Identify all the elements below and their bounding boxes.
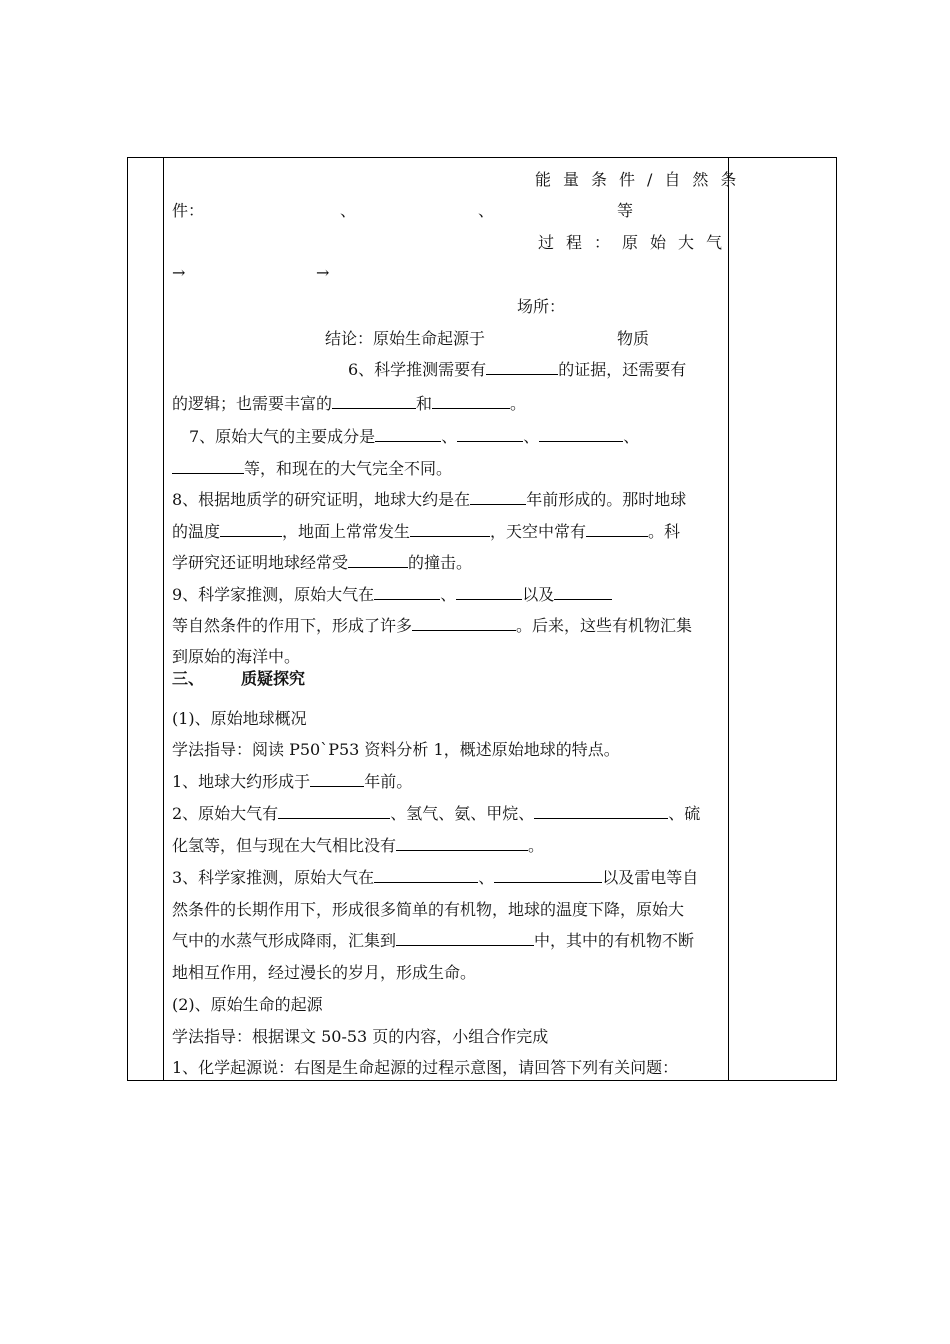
- blank: [494, 868, 602, 883]
- text: 物质: [617, 329, 650, 348]
- section-number: 三、: [172, 669, 205, 688]
- question-chemical-origin: 1、化学起源说：右图是生命起源的过程示意图，请回答下列有关问题：: [172, 1058, 679, 1077]
- subsection-title: (2)、原始生命的起源: [172, 995, 323, 1014]
- text: 。: [528, 836, 545, 855]
- blank: [172, 459, 244, 474]
- place-label: 场所：: [517, 297, 566, 316]
- text: 年前形成的。那时地球: [526, 490, 687, 509]
- item-2-cont: [172, 836, 544, 856]
- study-guide: 学法指导：阅读 P50`P53 资料分析 1，概述原始地球的特点。: [172, 740, 620, 759]
- blank: [586, 522, 648, 537]
- blank: [412, 616, 516, 631]
- text: ，地面上常常发生: [282, 522, 411, 541]
- blank: [310, 772, 364, 787]
- blank: [348, 553, 408, 568]
- question-7-cont: [172, 459, 452, 479]
- blank: [278, 804, 390, 819]
- text: 的撞击。: [408, 553, 473, 572]
- blank: [432, 394, 510, 409]
- text: 7、原始大气的主要成分是: [189, 427, 376, 446]
- text: 8、根据地质学的研究证明，地球大约是在: [172, 490, 471, 509]
- text: 等: [617, 201, 634, 220]
- text: 以及雷电等自: [602, 868, 699, 887]
- blank: [534, 804, 668, 819]
- section-title: 质疑探究: [241, 669, 306, 688]
- blank: [220, 522, 282, 537]
- text: 、: [523, 427, 540, 446]
- blank: [470, 490, 526, 505]
- text: 9、科学家推测，原始大气在: [172, 585, 375, 604]
- text: 件：: [172, 201, 205, 220]
- text: 2、原始大气有: [172, 804, 279, 823]
- text: 1、地球大约形成于: [172, 772, 311, 791]
- text: ，天空中常有: [490, 522, 587, 541]
- text: 3、科学家推测，原始大气在: [172, 868, 375, 887]
- text: 学研究还证明地球经常受: [172, 553, 349, 572]
- text: 。后来，这些有机物汇集: [516, 616, 693, 635]
- text: 6、科学推测需要有: [348, 360, 487, 379]
- question-8: [172, 490, 686, 510]
- text: 气中的水蒸气形成降雨，汇集到: [172, 931, 397, 950]
- energy-conditions-label: 能量条件/自然条: [535, 170, 749, 189]
- item-3-cont: 然条件的长期作用下，形成很多简单的有机物，地球的温度下降，原始大: [172, 900, 685, 919]
- blank: [554, 585, 612, 600]
- process-label: 过程：原始大气: [538, 233, 735, 252]
- text: 的温度: [172, 522, 221, 541]
- blank: [396, 931, 534, 946]
- separator: 、: [340, 201, 357, 220]
- study-guide: 学法指导：根据课文 50-53 页的内容，小组合作完成: [172, 1027, 549, 1046]
- text: 、: [623, 427, 640, 446]
- text: 以及: [522, 585, 555, 604]
- text: 年前。: [364, 772, 413, 791]
- arrow-icon: →: [316, 263, 330, 282]
- text: 、氢气、氨、甲烷、: [390, 804, 535, 823]
- text: 。: [510, 394, 527, 413]
- text: 、硫: [668, 804, 701, 823]
- blank: [375, 427, 441, 442]
- conditions-line: [172, 201, 204, 221]
- text: 。科: [648, 522, 681, 541]
- left-column: [128, 158, 164, 1080]
- blank: [410, 522, 490, 537]
- blank: [374, 868, 478, 883]
- item-1: [172, 772, 412, 792]
- text: 和: [416, 394, 433, 413]
- item-3-cont2: [172, 931, 694, 951]
- text: 等自然条件的作用下，形成了许多: [172, 616, 413, 635]
- right-column: [728, 158, 836, 1080]
- text: 中，其中的有机物不断: [534, 931, 695, 950]
- text: 的证据，还需要有: [558, 360, 687, 379]
- conclusion-label: 结论：原始生命起源于: [325, 329, 486, 348]
- item-2: [172, 804, 700, 824]
- text: 、: [441, 427, 458, 446]
- item-3-end: 地相互作用，经过漫长的岁月，形成生命。: [172, 963, 477, 982]
- question-8-cont: [172, 522, 680, 542]
- text: 的逻辑；也需要丰富的: [172, 394, 333, 413]
- arrow-icon: →: [172, 263, 186, 282]
- question-9-end: 到原始的海洋中。: [172, 647, 301, 666]
- subsection-title: (1)、原始地球概况: [172, 709, 307, 728]
- question-6-cont: [172, 394, 526, 414]
- item-3: [172, 868, 698, 888]
- text: 、: [440, 585, 457, 604]
- question-9: [172, 585, 612, 605]
- blank: [374, 585, 440, 600]
- blank: [486, 360, 558, 375]
- text: 化氢等，但与现在大气相比没有: [172, 836, 397, 855]
- text: 、: [478, 868, 495, 887]
- blank: [332, 394, 416, 409]
- question-6: [348, 360, 686, 380]
- question-8-cont2: [172, 553, 472, 573]
- question-9-cont: [172, 616, 692, 636]
- question-7: [189, 427, 639, 447]
- separator: 、: [478, 201, 495, 220]
- blank: [396, 836, 528, 851]
- blank: [457, 427, 523, 442]
- text: 等，和现在的大气完全不同。: [244, 459, 453, 478]
- blank: [456, 585, 522, 600]
- blank: [539, 427, 623, 442]
